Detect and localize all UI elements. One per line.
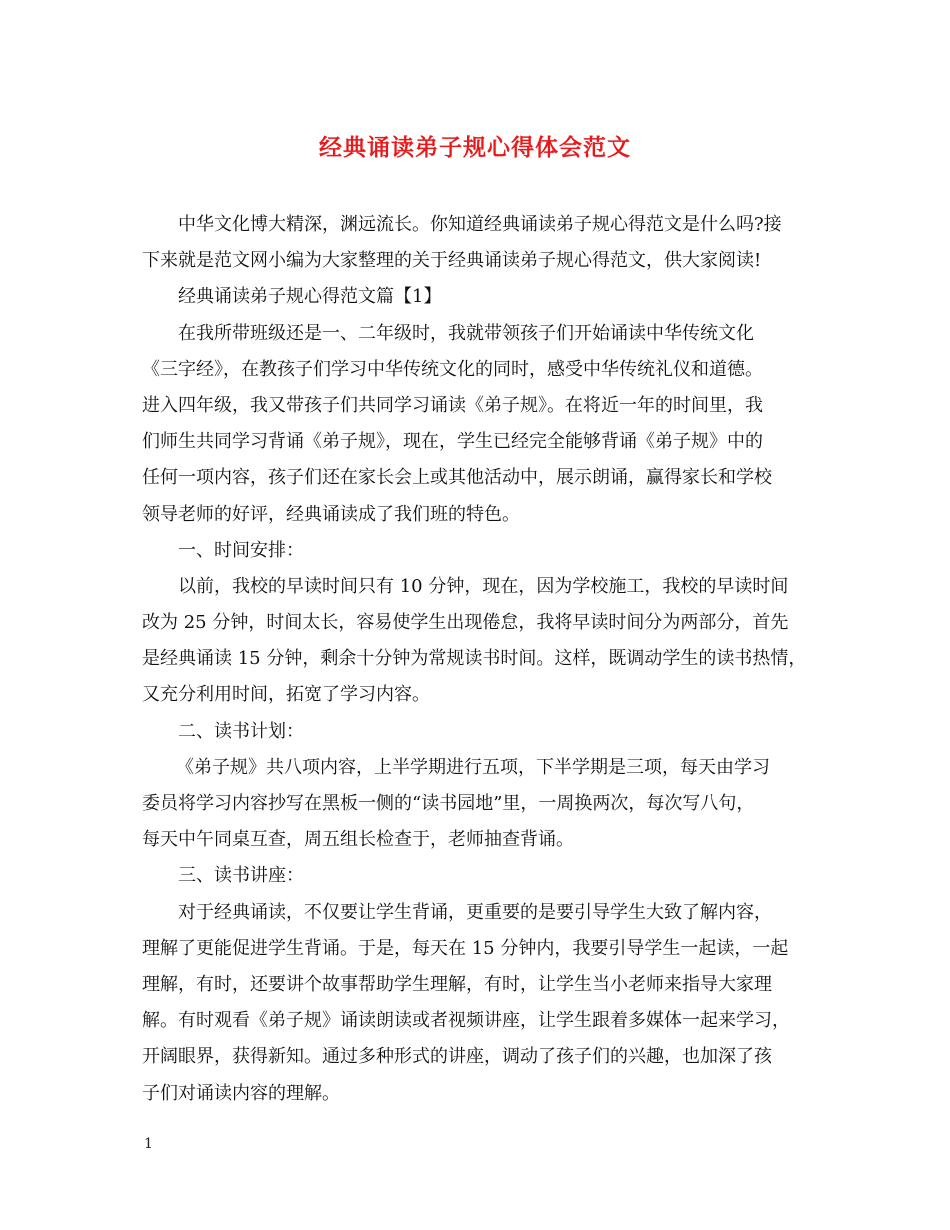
paragraph-line: 是经典诵读 15 分钟，剩余十分钟为常规读书时间。这样，既调动学生的读书热情， <box>142 648 807 670</box>
paragraph-line: 在我所带班级还是一、二年级时，我就带领孩子们开始诵读中华传统文化 <box>178 322 754 344</box>
paragraph-line: 任何一项内容，孩子们还在家长会上或其他活动中，展示朗诵，赢得家长和学校 <box>142 467 772 489</box>
section-heading: 一、时间安排： <box>178 539 304 561</box>
paragraph-line: 以前，我校的早读时间只有 10 分钟，现在，因为学校施工，我校的早读时间 <box>178 575 789 597</box>
page-number: 1 <box>144 1136 153 1152</box>
section-heading: 二、读书计划： <box>178 720 304 742</box>
paragraph-line: 委员将学习内容抄写在黑板一侧的“读书园地”里，一周换两次，每次写八句， <box>142 793 755 814</box>
paragraph-line: 改为 25 分钟，时间太长，容易使学生出现倦怠，我将早读时间分为两部分，首先 <box>142 612 789 634</box>
paragraph-line: 对于经典诵读，不仅要让学生背诵，更重要的是要引导学生大致了解内容， <box>178 901 772 923</box>
paragraph-line: 理解，有时，还要讲个故事帮助学生理解，有时，让学生当小老师来指导大家理 <box>142 973 772 995</box>
paragraph-line: 进入四年级，我又带孩子们共同学习诵读《弟子规》。在将近一年的时间里，我 <box>142 394 763 416</box>
paragraph-line: 开阔眼界，获得新知。通过多种形式的讲座，调动了孩子们的兴趣，也加深了孩 <box>142 1046 772 1068</box>
paragraph-line: 每天中午同桌互查，周五组长检查于，老师抽查背诵。 <box>142 829 574 851</box>
paragraph-line: 《三字经》，在教孩子们学习中华传统文化的同时，感受中华传统礼仪和道德。 <box>142 358 763 380</box>
paragraph-line: 下来就是范文网小编为大家整理的关于经典诵读弟子规心得范文，供大家阅读! <box>142 250 762 272</box>
section-heading: 经典诵读弟子规心得范文篇【1】 <box>178 286 442 308</box>
paragraph-line: 中华文化博大精深，渊远流长。你知道经典诵读弟子规心得范文是什么吗?接 <box>178 214 782 235</box>
paragraph-line: 又充分利用时间，拓宽了学习内容。 <box>142 684 430 706</box>
paragraph-line: 子们对诵读内容的理解。 <box>142 1082 340 1104</box>
paragraph-line: 《弟子规》共八项内容，上半学期进行五项，下半学期是三项，每天由学习 <box>176 756 770 778</box>
paragraph-line: 们师生共同学习背诵《弟子规》，现在，学生已经完全能够背诵《弟子规》中的 <box>142 431 763 453</box>
document-title: 经典诵读弟子规心得体会范文 <box>319 134 631 161</box>
paragraph-line: 领导老师的好评，经典诵读成了我们班的特色。 <box>142 503 520 525</box>
paragraph-line: 理解了更能促进学生背诵。于是，每天在 15 分钟内，我要引导学生一起读，一起 <box>142 937 789 959</box>
document-body <box>142 207 826 1112</box>
section-heading: 三、读书讲座： <box>178 865 304 887</box>
paragraph-line: 解。有时观看《弟子规》诵读朗读或者视频讲座，让学生跟着多媒体一起来学习， <box>142 1010 790 1032</box>
